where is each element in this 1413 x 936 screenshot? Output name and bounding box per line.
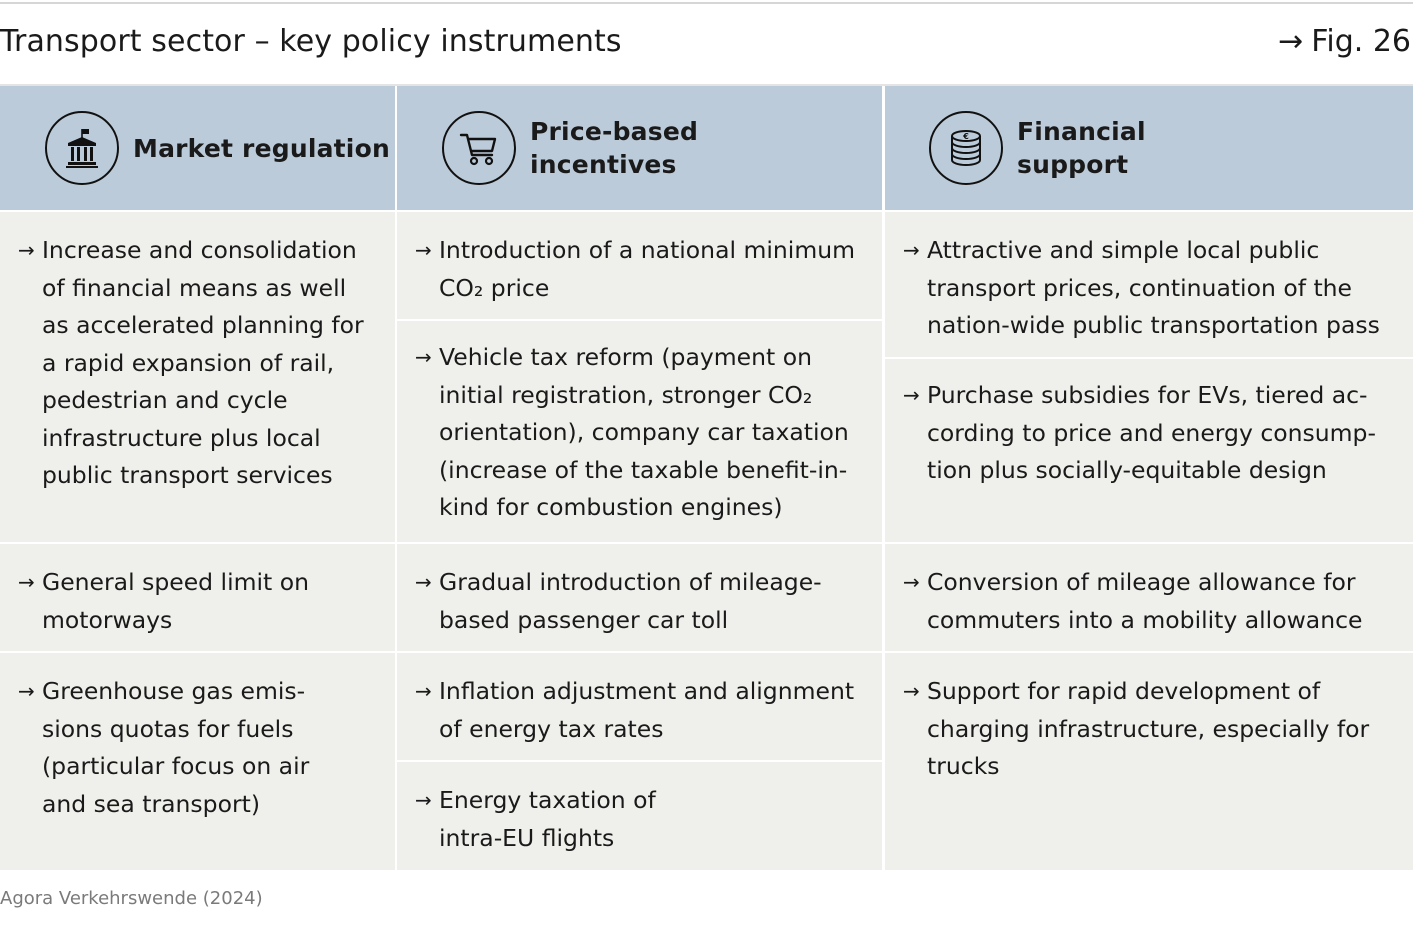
price-based-incentives-cell bbox=[397, 321, 882, 542]
market-regulation-cell bbox=[0, 212, 395, 542]
government-building-icon bbox=[45, 111, 119, 185]
arrow-icon: → bbox=[18, 238, 35, 262]
arrow-icon: → bbox=[415, 238, 432, 262]
item-text: Greenhouse gas emis-sions quotas for fuels (particular focus on air and sea transport) bbox=[42, 677, 310, 818]
shopping-cart-icon bbox=[442, 111, 516, 185]
list-item bbox=[18, 564, 335, 639]
list-item bbox=[18, 673, 325, 823]
column-title-line-1: Price-based bbox=[530, 117, 699, 146]
list-item bbox=[903, 564, 1405, 639]
list-item bbox=[903, 377, 1405, 490]
price-based-incentives-cell bbox=[397, 544, 882, 651]
arrow-icon: → bbox=[903, 238, 920, 262]
column-header-label bbox=[530, 115, 698, 181]
financial-support-cell bbox=[885, 359, 1413, 542]
item-text: Inflation adjustment and alignment of energy tax rates bbox=[439, 677, 855, 743]
list-item bbox=[415, 673, 870, 748]
arrow-icon: → bbox=[18, 679, 35, 703]
figure-reference bbox=[1278, 22, 1411, 62]
price-based-incentives-cell bbox=[397, 653, 882, 760]
market-regulation-cell bbox=[0, 653, 395, 870]
arrow-icon: → bbox=[903, 679, 920, 703]
top-rule bbox=[0, 2, 1413, 4]
column-title-line-1: Market regulation bbox=[133, 133, 390, 163]
source-note: Agora Verkehrswende (2024) bbox=[0, 888, 263, 909]
arrow-icon: → bbox=[415, 788, 432, 812]
item-text: Energy taxation of intra-EU flights bbox=[439, 786, 656, 852]
column-header-price-based-incentives bbox=[397, 86, 882, 210]
item-text: General speed limit on motorways bbox=[42, 568, 309, 634]
arrow-icon: → bbox=[415, 345, 432, 369]
column-header-label bbox=[1017, 115, 1146, 181]
list-item bbox=[903, 673, 1405, 786]
page-title: Transport sector – key policy instruments bbox=[0, 24, 622, 59]
financial-support-cell bbox=[885, 653, 1413, 870]
list-item bbox=[903, 232, 1405, 345]
list-item bbox=[18, 232, 365, 495]
column-header-market-regulation bbox=[0, 86, 395, 210]
item-text: Vehicle tax reform (payment on initial registration, stronger CO₂ orientation), company car taxation (increase of the taxable benefit-in-kind for combustion engines) bbox=[439, 343, 849, 521]
column-title-line-2: incentives bbox=[530, 150, 677, 179]
price-based-incentives-cell bbox=[397, 212, 882, 319]
item-text: Introduction of a national minimum CO₂ price bbox=[439, 236, 856, 302]
financial-support-cell bbox=[885, 212, 1413, 357]
item-text: Attractive and simple local public transport prices, continuation of the nation-wide public transportation pass bbox=[927, 236, 1380, 339]
arrow-icon: → bbox=[18, 570, 35, 594]
arrow-icon: → bbox=[415, 570, 432, 594]
arrow-icon: → bbox=[903, 383, 920, 407]
figure-number: Fig. 26 bbox=[1311, 24, 1411, 59]
price-based-incentives-cell bbox=[397, 762, 882, 870]
column-header-financial-support bbox=[885, 86, 1413, 210]
item-text: Conversion of mileage allowance for commuters into a mobility allowance bbox=[927, 568, 1363, 634]
policy-table bbox=[0, 86, 1413, 870]
financial-support-cell bbox=[885, 544, 1413, 651]
arrow-icon: → bbox=[415, 679, 432, 703]
item-text: Support for rapid development of charging infrastructure, especially for trucks bbox=[927, 677, 1370, 780]
column-title-line-1: Financial bbox=[1017, 117, 1146, 146]
column-header-label bbox=[133, 132, 390, 165]
list-item bbox=[415, 564, 842, 639]
column-title-line-2: support bbox=[1017, 150, 1129, 179]
item-text: Increase and consolidation of financial means as well as accelerated planning for a rapid expansion of rail, pedestrian and cycle infrastructure plus local public transport services bbox=[42, 236, 364, 489]
item-text: Purchase subsidies for EVs, tiered ac-cording to price and energy consump-tion plus socially-equitable design bbox=[927, 381, 1376, 484]
list-item bbox=[415, 232, 870, 307]
arrow-icon: → bbox=[903, 570, 920, 594]
market-regulation-cell bbox=[0, 544, 395, 651]
svg-text:€: € bbox=[963, 132, 969, 141]
item-text: Gradual introduction of mileage-based passenger car toll bbox=[439, 568, 822, 634]
euro-coins-icon bbox=[929, 111, 1003, 185]
list-item bbox=[415, 339, 870, 527]
arrow-icon: → bbox=[1278, 24, 1304, 59]
list-item bbox=[415, 782, 682, 857]
